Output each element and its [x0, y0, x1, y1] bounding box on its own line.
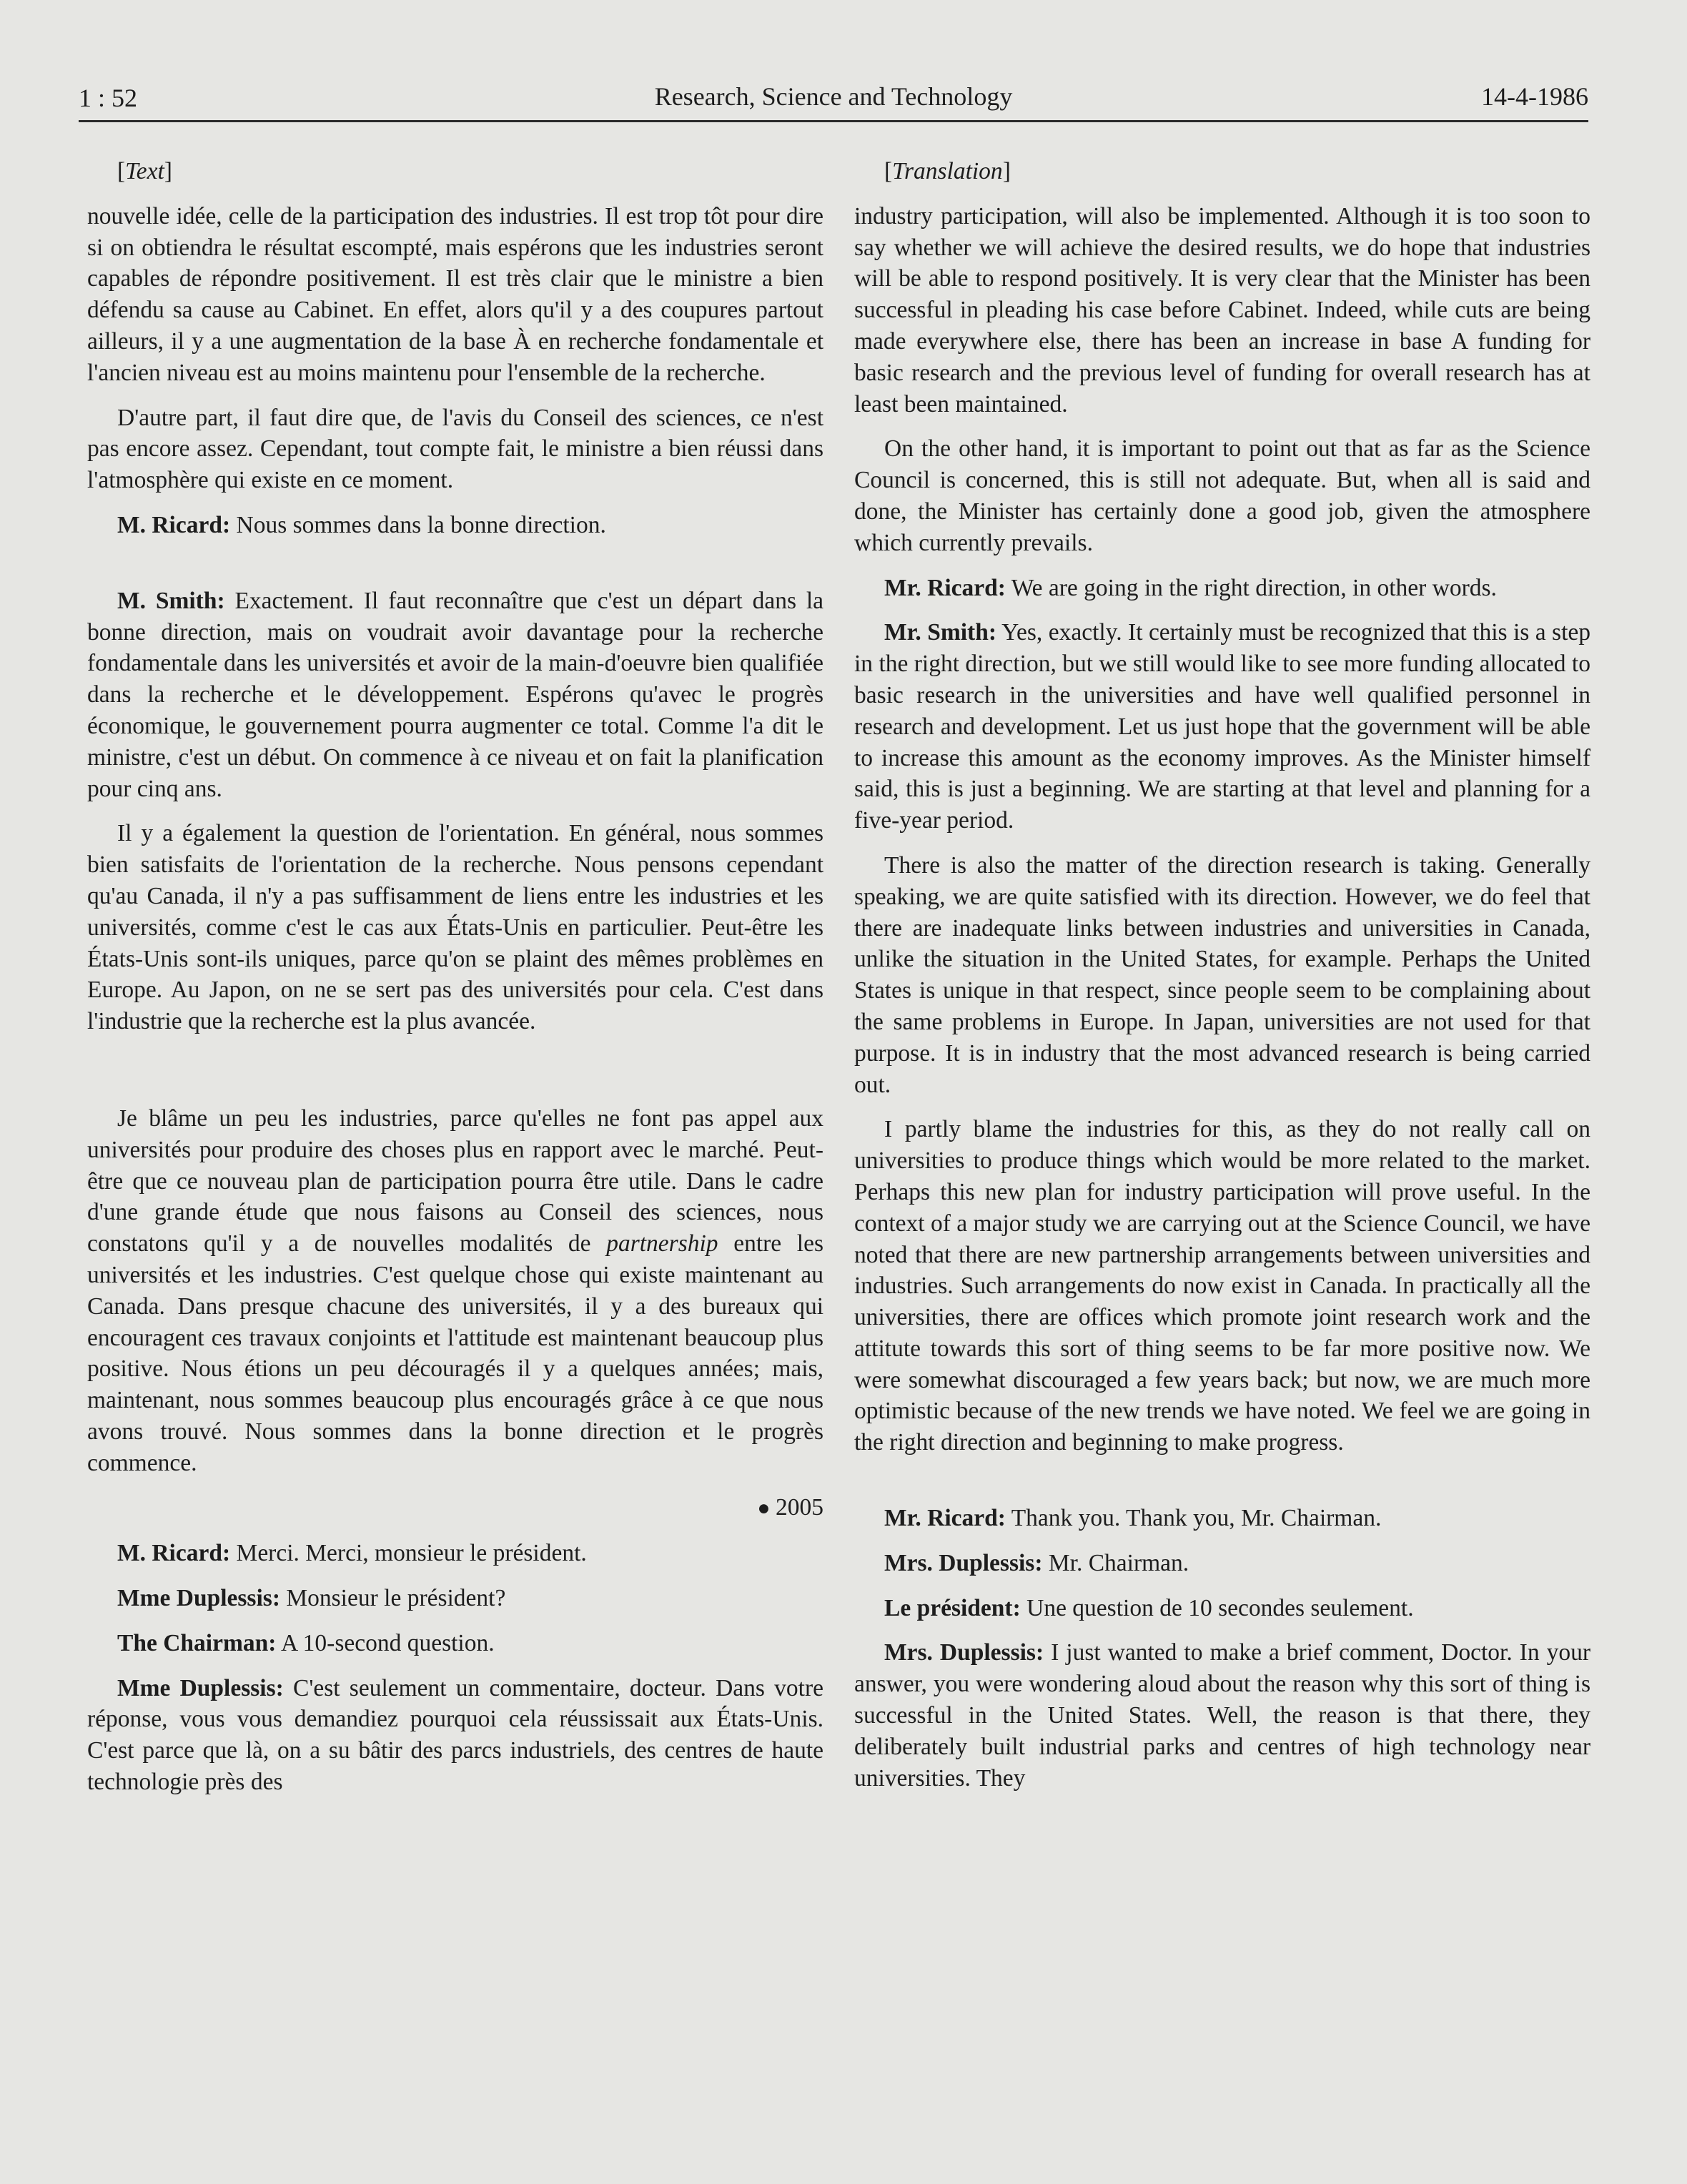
french-column [87, 156, 823, 1812]
speech-text: A 10-second question. [276, 1629, 495, 1656]
speech-text: Mr. Chairman. [1042, 1549, 1189, 1576]
paragraph: I partly blame the industries for this, as they do not really call on universities to produce things which would be more related to the market. Perhaps this new plan for industry participation will prove useful. In the context of a major study we are carrying out at the Science Council, we have noted that there are new partnership arrangements between universities and industries. Such arrangements do now exist in Canada. In practically all the universities, there are offices which promote joint research work and the attitute towards this sort of thing seems to be far more positive now. We were somewhat discouraged a few years back; but now, we are much more optimistic because of the new trends we have noted. We feel we are going in the right direction and beginning to make progress. [854, 1116, 1590, 1456]
paragraph [87, 1538, 823, 1569]
paragraph [854, 617, 1590, 836]
column-tag: [Translation] [884, 158, 1011, 184]
speech-text: C'est seulement un commentaire, docteur. Dans votre réponse, vous vous demandiez pourquoi cela réussissait aux États-Unis. C'est parce que là, on a su bâtir des parcs industriels, des centres de haute technologie près des [87, 1674, 823, 1796]
paragraph [854, 573, 1590, 604]
speaker-name: M. Smith: [117, 587, 225, 614]
time-marker: ● 2005 [757, 1494, 823, 1521]
paragraph: Je blâme un peu les industries, parce qu'elles ne font pas appel aux universités pour produire des choses plus en rapport avec le marché. Peut-être que ce nouveau plan de participation pourra être utile. Dans le cadre d'une grande étude que nous faisons au Conseil des sciences, nous constatons qu'il y a de nouvelles modalités de partnership entre les universités et les industries. C'est quelque chose qui existe maintenant au Canada. Dans presque chacune des universités, il y a des bureaux qui encouragent ces travaux conjoints et l'attitude est maintenant beaucoup plus positive. Nous étions un peu découragés il y a quelques années; mais, maintenant, nous sommes beaucoup plus encouragés grâce à ce que nous avons trouvé. Nous sommes dans la bonne direction et le progrès commence. [87, 1105, 824, 1476]
speaker-name: Mr. Smith: [884, 619, 996, 646]
speaker-name: M. Ricard: [117, 1540, 231, 1567]
speech-text: I just wanted to make a brief comment, Doctor. In your answer, you were wondering aloud about the reason why this sort of thing is successful in the United States. Well, the reason is that there, they deliberately built industrial parks and centres of high technology near universities. They [854, 1639, 1590, 1792]
running-header [79, 80, 1588, 122]
speaker-name: Mr. Ricard: [884, 1505, 1006, 1532]
paragraph [854, 1503, 1590, 1534]
speech-text: We are going in the right direction, in other words. [1005, 574, 1497, 601]
paragraph: On the other hand, it is important to point out that as far as the Science Council is concerned, this is still not adequate. But, when all is said and done, the Minister has certainly done a good job, given the atmosphere which currently prevails. [854, 435, 1590, 556]
speech-text: Merci. Merci, monsieur le président. [230, 1540, 587, 1567]
speech-text: Exactement. Il faut reconnaître que c'est un départ dans la bonne direction, mais on voudrait avoir davantage pour la recherche fondamentale dans les universités et avoir de la main-d'oeuvre bien qualifiée dans la recherche et le développement. Espérons qu'avec le progrès économique, le gouvernement pourra augmenter ce total. Comme l'a dit le ministre, c'est un début. On commence à ce niveau et on fait la planification pour cinq ans. [87, 587, 824, 802]
paragraph [87, 510, 823, 541]
header-date: 14-4-1986 [1481, 82, 1588, 111]
paragraph [854, 1593, 1590, 1624]
speech-text: Nous sommes dans la bonne direction. [230, 511, 606, 538]
paragraph: nouvelle idée, celle de la participation des industries. Il est trop tôt pour dire si on obtiendra le résultat escompté, mais espérons que les industries seront capables de répondre positivement. Il est très clair que le ministre a bien défendu sa cause au Cabinet. En effet, alors qu'il y a des coupures partout ailleurs, il y a une augmentation de la base À en recherche fondamentale et l'ancien niveau est au moins maintenu pour l'ensemble de la recherche. [87, 202, 823, 386]
speaker-name: Mme Duplessis: [117, 1674, 284, 1701]
speech-text: Une question de 10 secondes seulement. [1020, 1594, 1414, 1621]
paragraph [87, 1628, 823, 1659]
speaker-name: The Chairman: [117, 1629, 277, 1656]
speech-text: Thank you. Thank you, Mr. Chairman. [1005, 1505, 1382, 1532]
paragraph: D'autre part, il faut dire que, de l'avis du Conseil des sciences, ce n'est pas encore assez. Cependant, tout compte fait, le ministre a bien réussi dans l'atmosphère qui existe en ce moment. [87, 404, 823, 494]
paragraph: industry participation, will also be implemented. Although it is too soon to say whether we will achieve the desired results, we do hope that industries will be able to respond positively. It is very clear that the Minister has been successful in pleading his case before Cabinet. Indeed, while cuts are being made everywhere else, there has been an increase in base A funding for basic research and the previous level of funding for overall research has at least been maintained. [854, 202, 1590, 417]
speech-text: Yes, exactly. It certainly must be recognized that this is a step in the right direction, but we still would like to see more funding allocated to basic research in the universities and have well qualified personnel in research and development. Let us just hope that the government will be able to increase this amount as the economy improves. As the Minister himself said, this is just a beginning. We are starting at that level and planning for a five-year period. [854, 619, 1590, 834]
paragraph [854, 1637, 1590, 1794]
emphasis: partnership [606, 1230, 718, 1257]
speaker-name: Mr. Ricard: [884, 574, 1006, 601]
speaker-name: Mme Duplessis: [117, 1585, 280, 1612]
paragraph [87, 1583, 823, 1614]
paragraph [87, 585, 823, 805]
speaker-name: Mrs. Duplessis: [884, 1549, 1043, 1576]
speaker-name: Mrs. Duplessis: [884, 1639, 1044, 1666]
speech-text: Monsieur le président? [279, 1585, 506, 1612]
paragraph: There is also the matter of the direction research is taking. Generally speaking, we are quite satisfied with its direction. However, we do feel that there are inadequate links between industries and universities in Canada, unlike the situation in the United States, for example. Perhaps the United States is unique in that respect, since people seem to be complaining about the same problems in Europe. In Japan, universities are not used for that purpose. It is in industry that the most advanced research is being carried out. [854, 851, 1590, 1098]
paragraph [854, 1548, 1590, 1579]
english-column [854, 156, 1590, 1807]
publication-title: Research, Science and Technology [654, 82, 1013, 111]
column-tag: [Text] [117, 158, 172, 184]
paragraph: Il y a également la question de l'orientation. En général, nous sommes bien satisfaits de l'orientation de la recherche. Nous pensons cependant qu'au Canada, il n'y a pas suffisamment de liens entre les industries et les universités, comme c'est le cas aux États-Unis en particulier. Peut-être les États-Unis sont-ils uniques, parce qu'on se plaint des mêmes problèmes en Europe. Au Japon, on ne se sert pas des universités pour cela. C'est dans l'industrie que la recherche est la plus avancée. [87, 820, 823, 1035]
speaker-name: M. Ricard: [117, 511, 231, 538]
paragraph [87, 1673, 823, 1798]
page-number: 1 : 52 [79, 84, 138, 112]
speaker-name: Le président: [884, 1594, 1021, 1621]
